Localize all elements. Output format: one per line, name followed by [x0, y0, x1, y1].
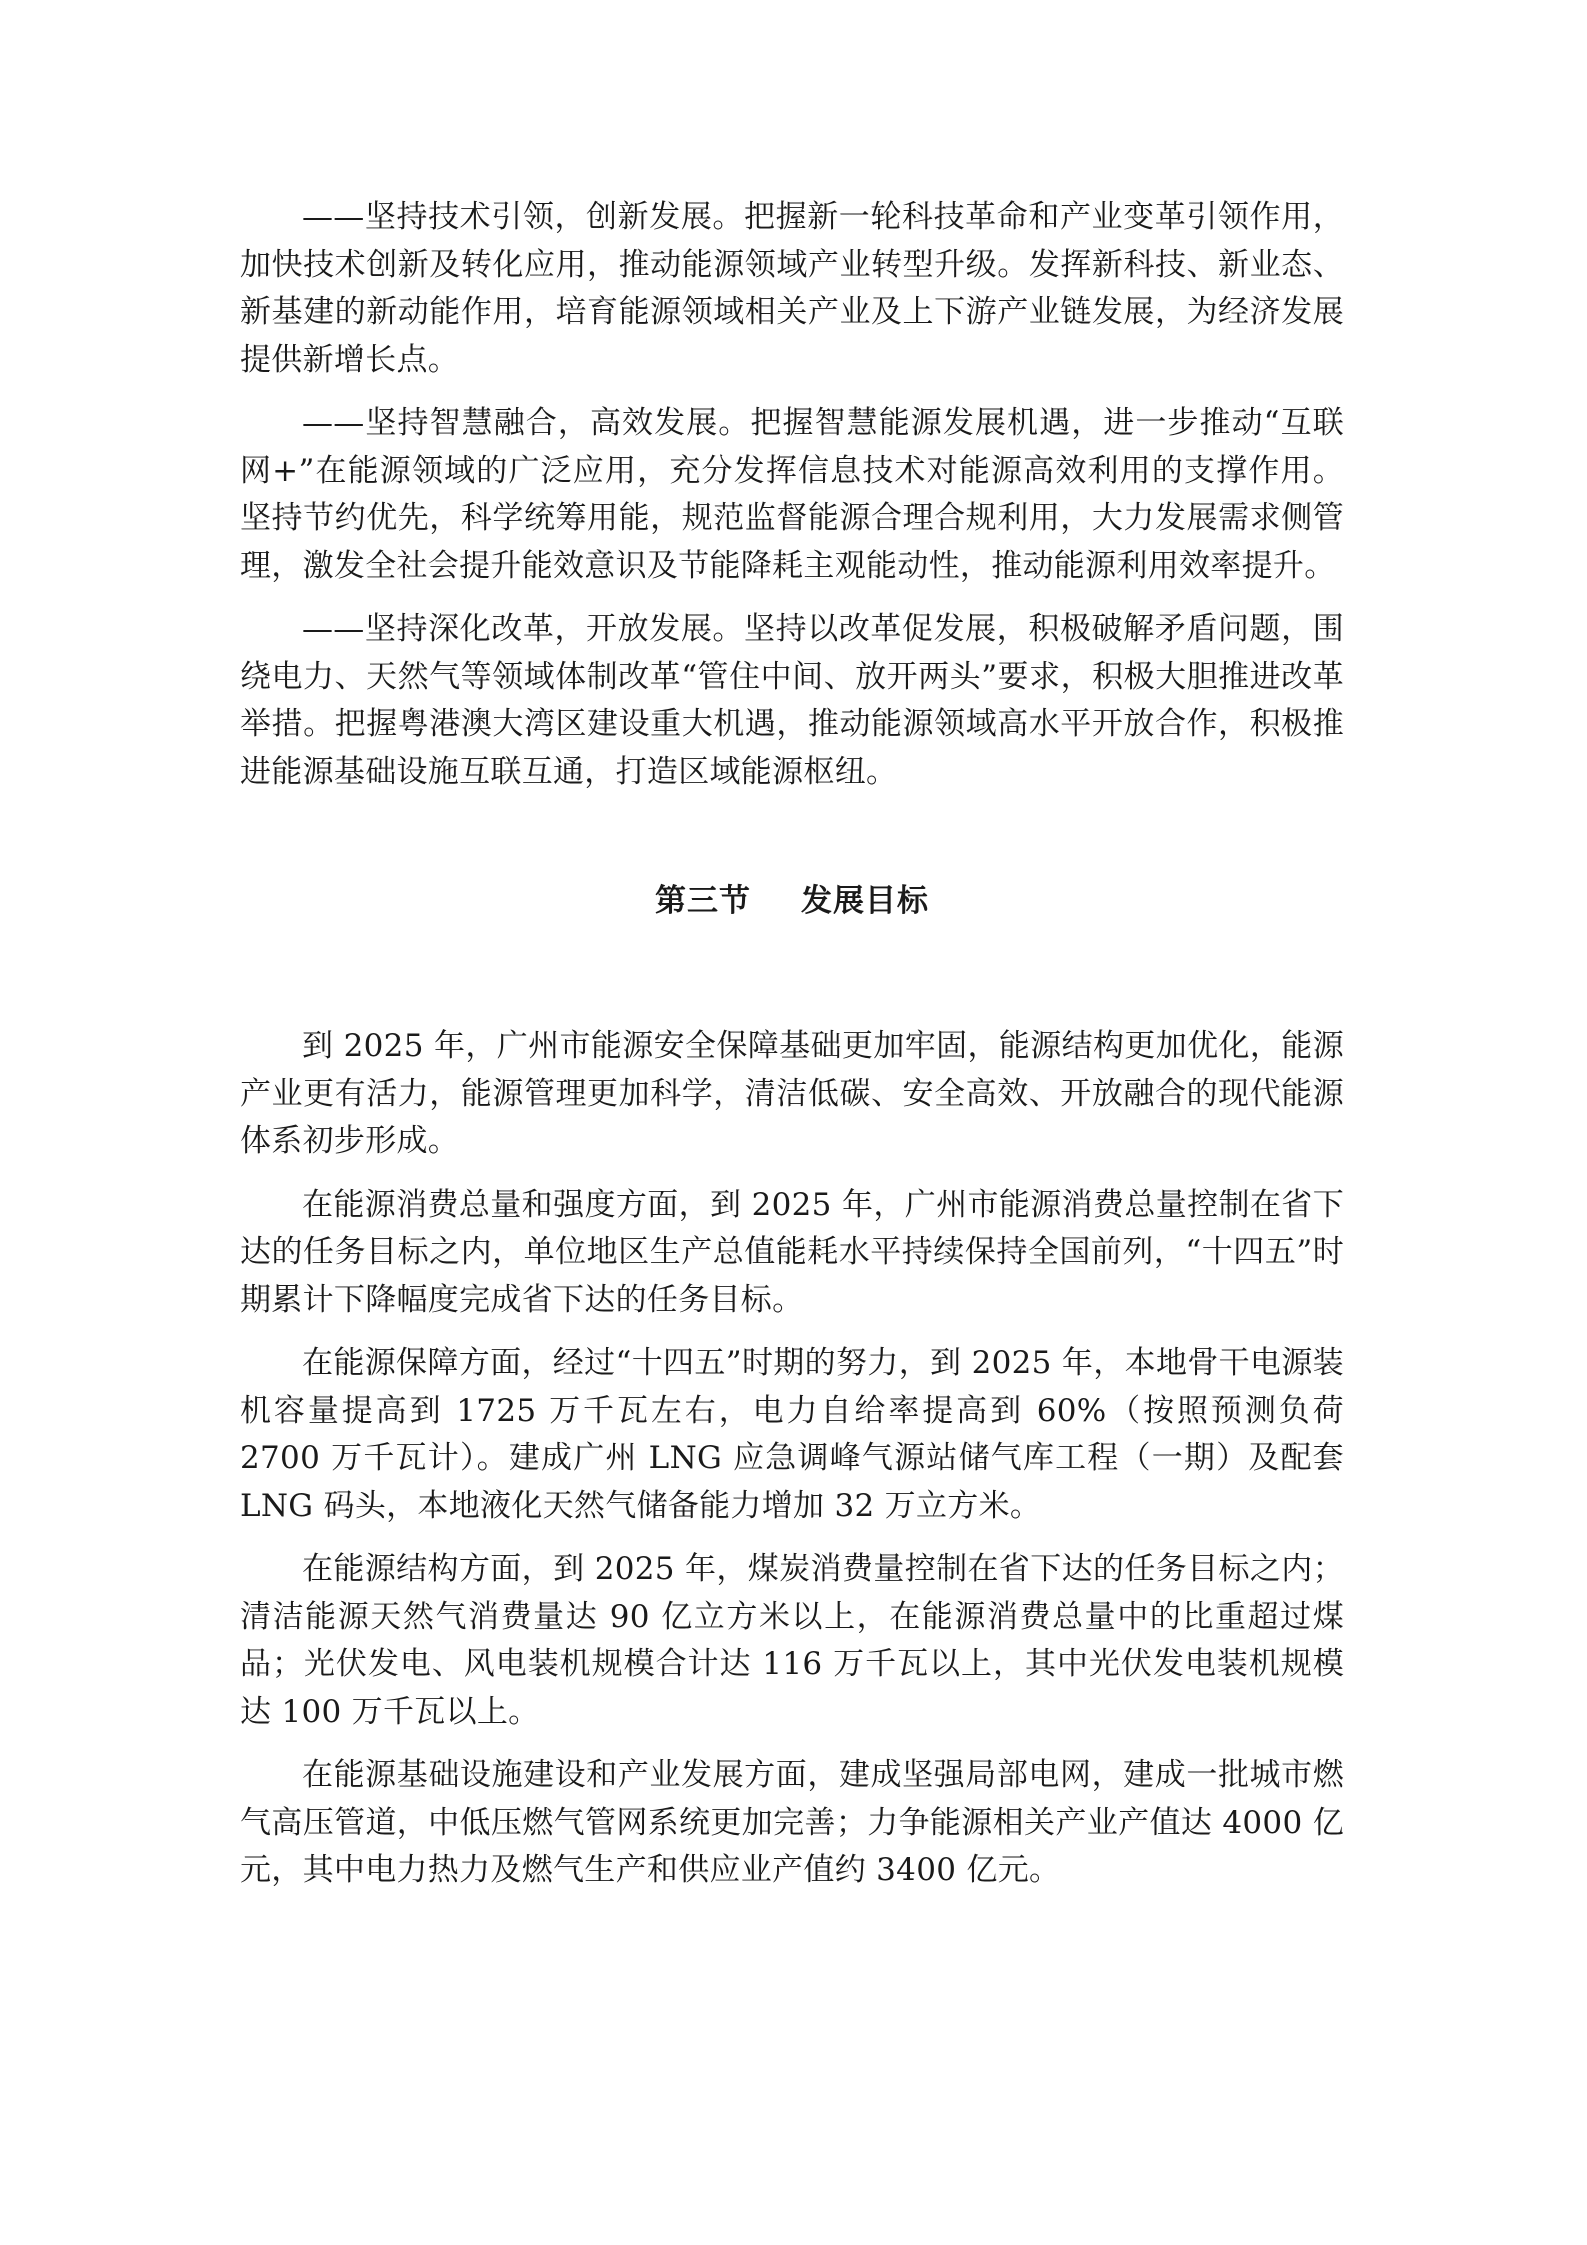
- goal-paragraph-overall: 到 2025 年，广州市能源安全保障基础更加牢固，能源结构更加优化，能源产业更有活力，能源管理更加科学，清洁低碳、安全高效、开放融合的现代能源体系初步形成。: [240, 1028, 1344, 1159]
- goal-paragraph-structure: 在能源结构方面，到 2025 年，煤炭消费量控制在省下达的任务目标之内；清洁能源天然气消费量达 90 亿立方米以上，在能源消费总量中的比重超过煤品；光伏发电、风电装机规模合计达 116 万千瓦以上，其中光伏发电装机规模达 100 万千瓦以上。: [240, 1551, 1344, 1730]
- principle-paragraph-reform: ——坚持深化改革，开放发展。坚持以改革促发展，积极破解矛盾问题，围绕电力、天然气等领域体制改革“管住中间、放开两头”要求，积极大胆推进改革举措。把握粤港澳大湾区建设重大机遇，推动能源领域高水平开放合作，积极推进能源基础设施互联互通，打造区域能源枢纽。: [240, 611, 1344, 790]
- principle-paragraph-innovation: ——坚持技术引领，创新发展。把握新一轮科技革命和产业变革引领作用，加快技术创新及转化应用，推动能源领域产业转型升级。发挥新科技、新业态、新基建的新动能作用，培育能源领域相关产业及上下游产业链发展，为经济发展提供新增长点。: [240, 199, 1344, 378]
- document-page: [240, 194, 1344, 1895]
- goal-paragraph-infrastructure: 在能源基础设施建设和产业发展方面，建成坚强局部电网，建成一批城市燃气高压管道，中低压燃气管网系统更加完善；力争能源相关产业产值达 4000 亿元，其中电力热力及燃气生产和供应业产值约 3400 亿元。: [240, 1757, 1344, 1888]
- principle-paragraph-efficiency: ——坚持智慧融合，高效发展。把握智慧能源发展机遇，进一步推动“互联网+”在能源领域的广泛应用，充分发挥信息技术对能源高效利用的支撑作用。坚持节约优先，科学统筹用能，规范监督能源合理合规利用，大力发展需求侧管理，激发全社会提升能效意识及节能降耗主观能动性，推动能源利用效率提升。: [240, 405, 1344, 584]
- section-number: 第三节: [655, 883, 751, 919]
- goal-paragraph-supply: 在能源保障方面，经过“十四五”时期的努力，到 2025 年，本地骨干电源装机容量提高到 1725 万千瓦左右，电力自给率提高到 60%（按照预测负荷 2700 万千瓦计）。建成广州 LNG 应急调峰气源站储气库工程（一期）及配套 LNG 码头，本地液化天然气储备能力增加 32 万立方米。: [240, 1345, 1344, 1524]
- section-heading: [240, 878, 1344, 925]
- goal-paragraph-consumption: 在能源消费总量和强度方面，到 2025 年，广州市能源消费总量控制在省下达的任务目标之内，单位地区生产总值能耗水平持续保持全国前列，“十四五”时期累计下降幅度完成省下达的任务目标。: [240, 1186, 1344, 1318]
- section-title: 发展目标: [801, 883, 929, 919]
